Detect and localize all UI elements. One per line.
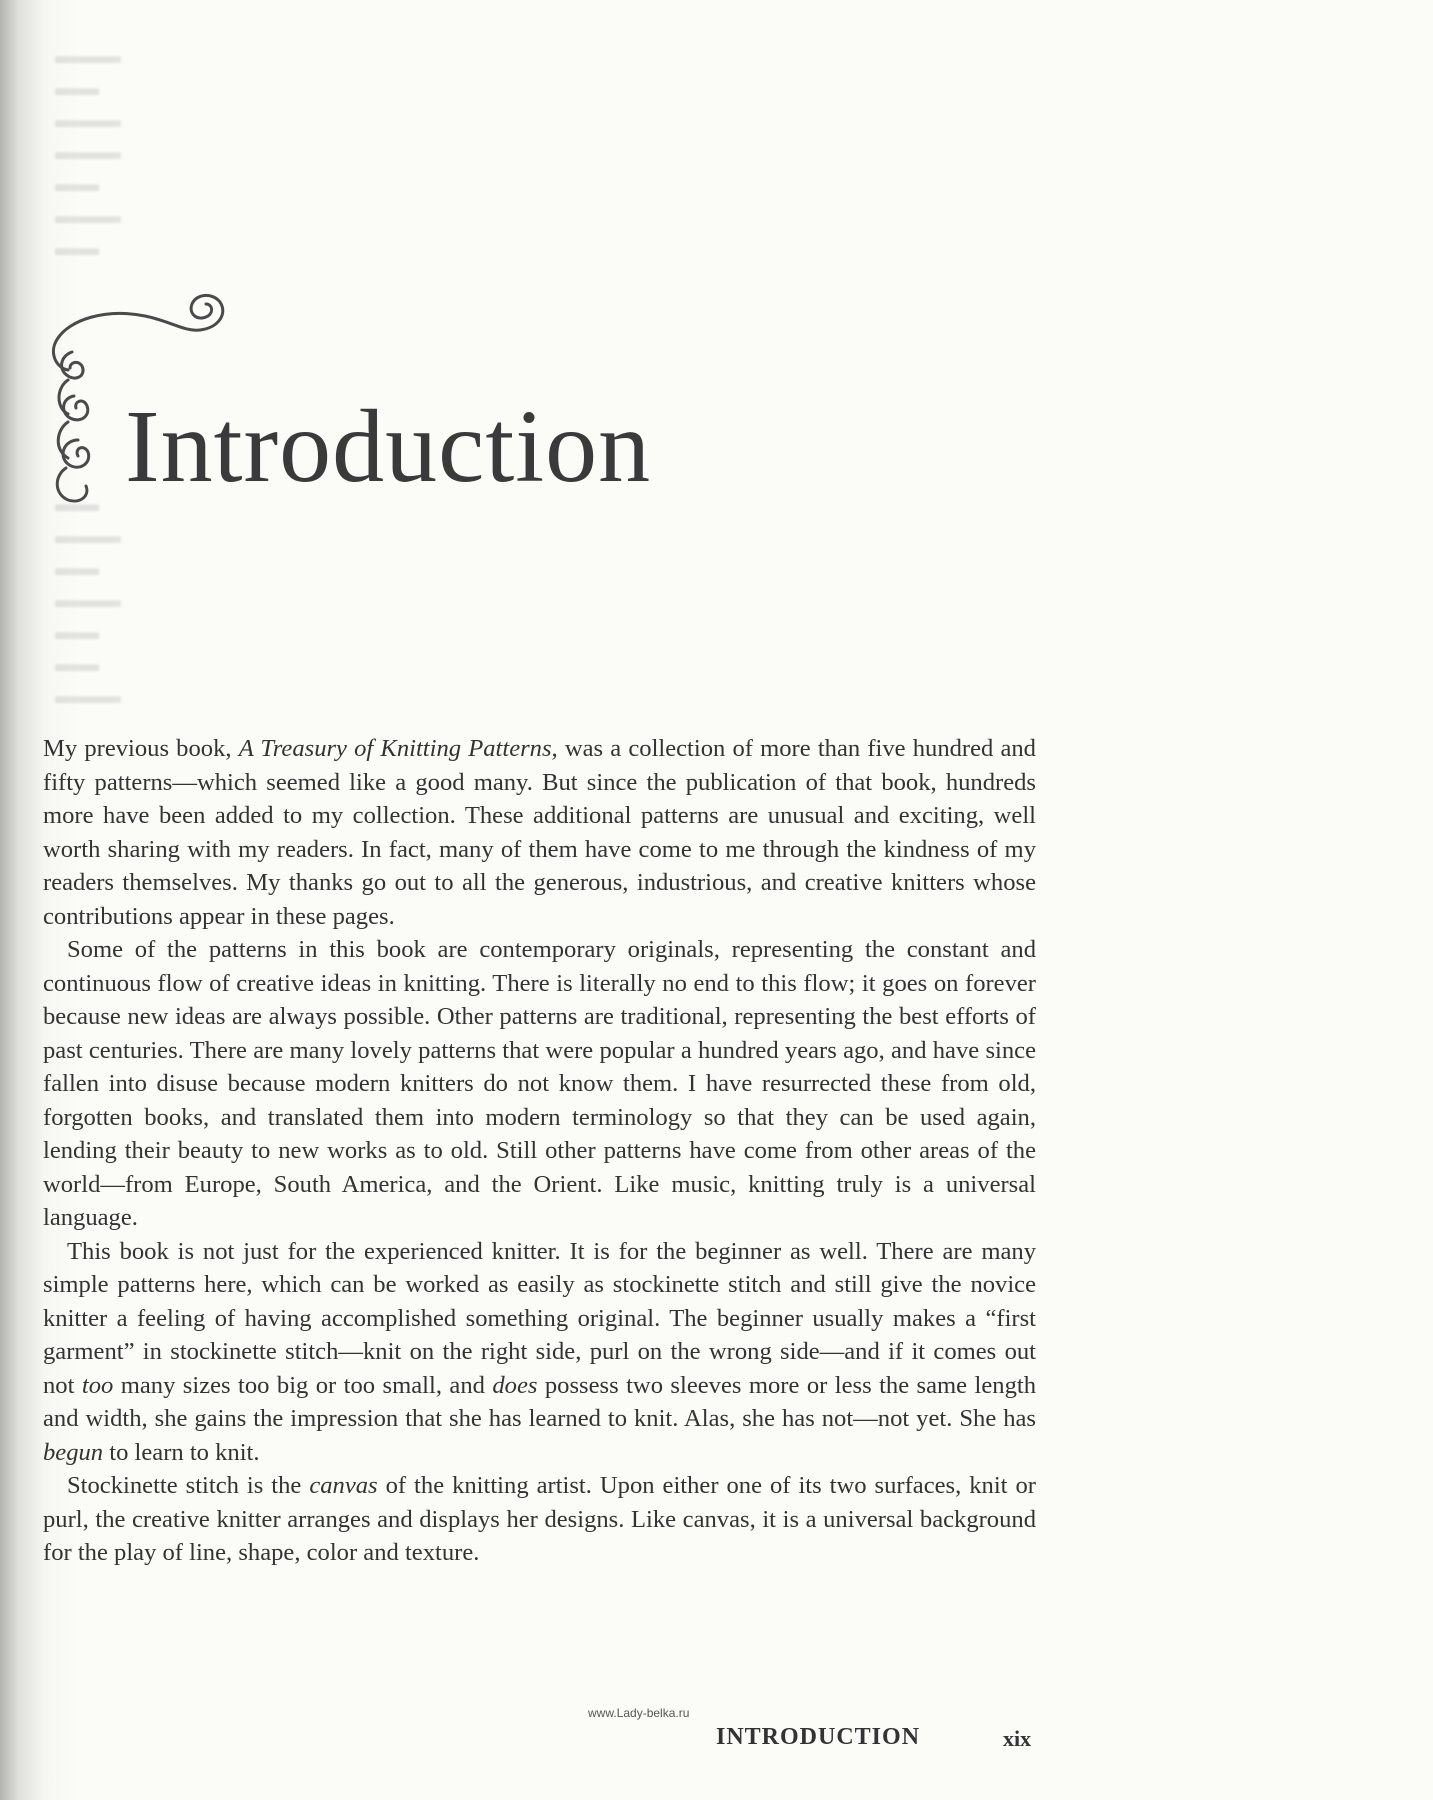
paragraph-4-text-b: of the knitting artist. Upon either one of its two surfaces, knit or purl, the creative knitter arranges and displays her designs. Like canvas, it is a universal background for the play of line, shape, color and texture. <box>43 1472 1036 1566</box>
emphasis-does: does <box>492 1371 538 1399</box>
paragraph-1 <box>43 732 1036 933</box>
show-through-text: ▬▬▬ ▬▬ ▬▬▬ ▬▬▬ ▬▬ ▬▬▬ ▬▬ ▬▬ ▬▬▬ ▬▬ ▬▬▬ ▬▬ ▬▬ ▬▬▬ <box>55 43 121 708</box>
watermark-url: www.Lady-belka.ru <box>588 1706 690 1720</box>
running-head: INTRODUCTION <box>716 1724 921 1750</box>
chapter-title: Introduction <box>125 389 652 504</box>
body-text <box>43 732 1036 1570</box>
paragraph-3-text-b: many sizes too big or too small, and <box>113 1371 493 1399</box>
emphasis-canvas: canvas <box>309 1472 378 1499</box>
paragraph-3 <box>43 1235 1036 1470</box>
paragraph-2: Some of the patterns in this book are contemporary originals, representing the constant and continuous flow of creative ideas in knitting. There is literally no end to this flow; it goes on forever because new ideas are always possible. Other patterns are traditional, representing the best efforts of past centuries. There are many lovely patterns that were popular a hundred years ago, and have since fallen into disuse because modern knitters do not know them. I have resurrected these from old, forgotten books, and translated them into modern terminology so that they can be used again, lending their beauty to new works as to old. Still other patterns have come from other areas of the world—from Europe, South America, and the Orient. Like music, knitting truly is a universal language. <box>43 936 1036 1231</box>
paragraph-3-text-a: This book is not just for the experienced knitter. It is for the beginner as well. There are many simple patterns here, which can be worked as easily as stockinette stitch and still give the novice knitter a feeling of having accomplished something original. The beginner usually makes a “first garment” in stockinette stitch—knit on the right side, purl on the wrong side—and if it comes out not <box>43 1237 1036 1399</box>
paragraph-4-text-a: Stockinette stitch is the <box>67 1472 310 1499</box>
paragraph-1-text-b: was a collection of more than five hundred and fifty patterns—which seemed like a good many. But since the publication of that book, hundreds more have been added to my collection. These additional patterns are unusual and exciting, well worth sharing with my readers. In fact, many of them have come to me through the kindness of my readers themselves. My thanks go out to all the generous, industrious, and creative knitters whose contributions appear in these pages. <box>43 735 1036 930</box>
book-title-reference: A Treasury of Knitting Patterns, <box>238 735 558 762</box>
emphasis-begun: begun <box>43 1438 104 1466</box>
paragraph-3-text-d: to learn to knit. <box>103 1438 260 1466</box>
paragraph-3-text-c: possess two sleeves more or less the same length and width, she gains the impression that she has learned to knit. Alas, she has not—not yet. She has <box>43 1371 1036 1432</box>
paragraph-1-text-a: My previous book, <box>43 735 239 762</box>
emphasis-too: too <box>81 1371 114 1399</box>
paragraph-4 <box>43 1469 1036 1570</box>
page-number: xix <box>1003 1726 1032 1751</box>
